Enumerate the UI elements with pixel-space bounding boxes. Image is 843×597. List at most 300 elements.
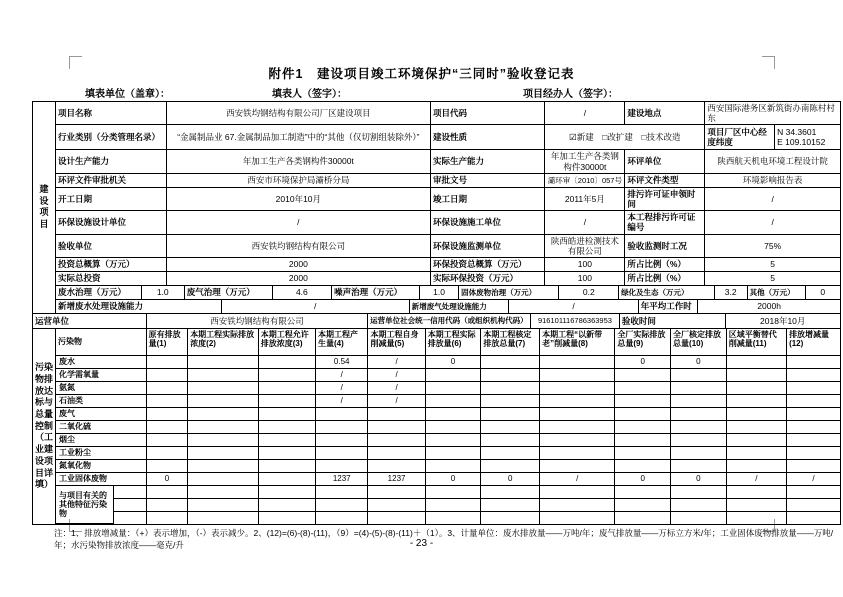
pollutant-name: 与项目有关的其他特征污染物 [56, 485, 113, 524]
pollutant-value [368, 485, 425, 498]
field-value: 2000 [166, 258, 430, 271]
pollutant-value [615, 433, 671, 446]
field-label: 环保设施设计单位 [58, 217, 127, 228]
pollutant-value [258, 446, 315, 459]
pollutant-metric-header: 本期工程产生量(4) [315, 329, 368, 356]
field-label: 其他（万元） [747, 286, 805, 299]
handler-label: 项目经办人（签字）： [523, 89, 618, 100]
pollutant-row [56, 368, 840, 381]
pollutant-value [315, 446, 368, 459]
pollutant-row [56, 511, 840, 524]
pollutant-value [425, 420, 481, 433]
pollutant-value [540, 420, 615, 433]
pollutant-subcell [113, 485, 146, 498]
field-label: 验收单位 [58, 240, 93, 251]
coordinates-cell [774, 125, 840, 149]
pollutant-value [368, 498, 425, 511]
field-label: 环保设施施工单位 [430, 211, 544, 233]
longitude-value: E 109.10152 [777, 137, 826, 148]
pollutant-value: / [540, 472, 615, 485]
pollutant-value: / [368, 381, 425, 394]
field-label: 验收监测时工况 [624, 235, 704, 257]
field-value: 75% [704, 235, 840, 257]
pollutant-value [146, 446, 188, 459]
pollutant-value [481, 420, 540, 433]
pollutant-value [726, 511, 786, 524]
field-value: / [704, 188, 840, 210]
pollutant-value [315, 511, 368, 524]
fill-person-label: 填表人（签字）： [272, 89, 347, 100]
pollutant-value [188, 355, 259, 368]
pollutant-name: 工业固体废物 [56, 472, 146, 485]
pollutant-subcell [113, 498, 146, 511]
field-label: 所占比例（%） [624, 272, 704, 285]
form-row [56, 102, 840, 124]
field-value: 100 [544, 258, 624, 271]
pollutant-value [146, 485, 188, 498]
field-label: 新增废水处理设施能力 [58, 301, 144, 312]
pollutant-value: 1237 [315, 472, 368, 485]
pollutant-value [258, 394, 315, 407]
credit-code-value: 916101116786363953 [530, 314, 619, 328]
field-value: 西安铁均钢结构有限公司 [166, 235, 430, 257]
pollutant-value [258, 485, 315, 498]
pollutant-value [540, 459, 615, 472]
pollutant-value [481, 394, 540, 407]
field-label: 行业类别（分类管理名录） [58, 132, 161, 143]
latitude-value: N 34.3601 [777, 127, 817, 138]
field-label: 竣工日期 [430, 188, 544, 210]
pollutant-value [425, 446, 481, 459]
field-label: 建设地点 [624, 102, 704, 124]
field-value: 西安市环境保护局灞桥分局 [166, 174, 430, 187]
pollutant-value [671, 459, 727, 472]
pollutant-value [671, 420, 727, 433]
pollutant-value [146, 355, 188, 368]
pollutant-value [540, 368, 615, 381]
pollutant-value [726, 355, 786, 368]
pollutant-value [425, 459, 481, 472]
pollutant-value [425, 433, 481, 446]
pollutant-value [368, 511, 425, 524]
pollutant-value [787, 459, 840, 472]
field-label: 环评单位 [624, 150, 704, 172]
field-label: 投资总概算（万元） [58, 259, 135, 270]
field-value: / [704, 211, 840, 233]
form-row [56, 299, 840, 313]
field-label: 实际总投资 [58, 273, 101, 284]
pollutant-metric-header: 全厂实际排放总量(9) [615, 329, 671, 356]
pollutant-value [540, 433, 615, 446]
pollutant-value [726, 459, 786, 472]
field-value: 年加工生产各类钢构件30000t [166, 150, 430, 172]
pollutant-value [146, 407, 188, 420]
pollutant-value [146, 511, 188, 524]
pollutant-column-header: 污染物 [56, 329, 146, 356]
pollutant-value [188, 368, 259, 381]
form-row [56, 173, 840, 187]
checkbox-group: ☑新建 □改扩建 □技术改造 [544, 125, 704, 149]
field-value: 3.2 [714, 286, 747, 299]
pollutant-value [787, 498, 840, 511]
pollutant-value [540, 381, 615, 394]
pollutant-value [258, 368, 315, 381]
field-label: 项目代码 [430, 102, 544, 124]
field-value: 0.2 [558, 286, 618, 299]
pollutant-value [146, 394, 188, 407]
pollutant-value: 0 [146, 472, 188, 485]
pollutant-value [671, 446, 727, 459]
field-value: 2010年10月 [166, 188, 430, 210]
pollutant-value [188, 394, 259, 407]
pollutant-value [258, 433, 315, 446]
form-row [56, 149, 840, 172]
field-label: 实际环保投资（万元） [430, 272, 544, 285]
field-value: 陕西航天机电环境工程设计院 [704, 150, 840, 172]
pollutant-value [787, 446, 840, 459]
field-label: 环保投资总概算（万元） [430, 258, 544, 271]
pollutant-value [787, 407, 840, 420]
pollutant-row [56, 355, 840, 368]
field-value: / [221, 300, 409, 313]
field-value: / [544, 102, 624, 124]
pollutant-metric-header: 本期工程允许排放浓度(3) [258, 329, 315, 356]
pollutant-value [425, 498, 481, 511]
pollutant-metric-header: 本期工程实际排放浓度(2) [188, 329, 259, 356]
field-value: 2000h [697, 300, 840, 313]
fill-unit-label: 填表单位（盖章）： [85, 89, 170, 100]
pollutant-row [56, 459, 840, 472]
pollutant-value [368, 433, 425, 446]
field-label: 环保设施监测单位 [430, 235, 544, 257]
pollutant-value [671, 433, 727, 446]
pollutant-metric-header: 排放增减量(12) [787, 329, 840, 356]
pollutant-value [481, 368, 540, 381]
pollutant-value [671, 498, 727, 511]
pollutant-value [481, 511, 540, 524]
pollutant-value [258, 511, 315, 524]
pollutant-name: 二氧化硫 [56, 420, 146, 433]
pollutant-value [188, 459, 259, 472]
field-label: 环评文件审批机关 [58, 175, 127, 186]
pollutant-value [726, 407, 786, 420]
field-value: 年加工生产各类钢构件30000t [544, 150, 624, 172]
pollutant-value [315, 407, 368, 420]
form-content [32, 101, 841, 552]
pollutant-value [188, 446, 259, 459]
pollutant-value [671, 511, 727, 524]
pollutant-row [56, 433, 840, 446]
pollutant-row [56, 472, 840, 485]
field-value: 2011年5月 [544, 188, 624, 210]
pollutant-value [615, 368, 671, 381]
pollutant-value [671, 381, 727, 394]
section-project [33, 102, 840, 313]
pollutant-value: 0 [425, 472, 481, 485]
registration-form-table [32, 101, 841, 525]
pollutant-metric-header: 本期工程“以新带老”削减量(8) [540, 329, 615, 356]
pollutant-value [540, 407, 615, 420]
pollutant-value [787, 511, 840, 524]
form-row [56, 187, 840, 210]
pollutant-table [56, 329, 840, 525]
pollutant-value [615, 407, 671, 420]
field-label: 建设性质 [430, 125, 544, 149]
pollutant-value [258, 381, 315, 394]
pollutant-value: / [315, 368, 368, 381]
pollutant-row [56, 420, 840, 433]
pollutant-value [540, 446, 615, 459]
field-value: 陕西皓进检测技术有限公司 [544, 235, 624, 257]
pollutant-value [425, 368, 481, 381]
pollutant-value: 1237 [368, 472, 425, 485]
pollutant-value [726, 420, 786, 433]
pollutant-value [315, 459, 368, 472]
pollutant-value [188, 485, 259, 498]
pollutant-value [615, 446, 671, 459]
field-value: 4.6 [272, 286, 332, 299]
form-row [56, 210, 840, 233]
field-value: 2000 [166, 272, 430, 285]
pollutant-value [481, 355, 540, 368]
pollutant-value [481, 381, 540, 394]
pollutant-name: 废气 [56, 407, 146, 420]
pollutant-value [787, 433, 840, 446]
pollutant-value [787, 355, 840, 368]
pollutant-value [787, 381, 840, 394]
pollutant-value [671, 368, 727, 381]
pollutant-value [425, 381, 481, 394]
field-value: 0 [805, 286, 840, 299]
field-value: 西安铁均钢结构有限公司 [146, 314, 367, 328]
pollutant-value [481, 446, 540, 459]
pollutant-value: 0 [671, 472, 727, 485]
pollutant-value [615, 485, 671, 498]
pollutant-value [258, 472, 315, 485]
field-label: 项目厂区中心经度纬度 [704, 125, 774, 149]
pollutant-value [787, 368, 840, 381]
pollutant-value [146, 498, 188, 511]
field-value: 西安铁均钢结构有限公司厂区建设项目 [166, 102, 430, 124]
pollutant-metric-header: 本期工程自身削减量(5) [368, 329, 425, 356]
pollutant-value: 0 [425, 355, 481, 368]
pollutant-name: 工业粉尘 [56, 446, 146, 459]
pollutant-value [787, 485, 840, 498]
pollutant-name: 氨氮 [56, 381, 146, 394]
pollutant-value: 0 [671, 355, 727, 368]
form-title: 附件1 建设项目竣工环境保护“三同时”验收登记表 [268, 67, 575, 81]
pollutant-value [671, 394, 727, 407]
pollutant-value [146, 381, 188, 394]
field-label: 项目名称 [58, 108, 93, 119]
pollutant-row [56, 407, 840, 420]
field-label: 设计生产能力 [58, 156, 110, 167]
field-label: 验收时间 [619, 314, 725, 328]
pollutant-value: / [315, 381, 368, 394]
pollutant-value [258, 420, 315, 433]
field-label: 实际生产能力 [430, 150, 544, 172]
pollutant-value [481, 459, 540, 472]
pollutant-name: 氮氧化物 [56, 459, 146, 472]
field-value: 5 [704, 258, 840, 271]
pollutant-value [146, 420, 188, 433]
field-label: 废气治理（万元） [184, 286, 272, 299]
pollutant-value [540, 355, 615, 368]
pollutant-value [540, 511, 615, 524]
pollutant-value: 0 [481, 472, 540, 485]
pollutant-value [425, 407, 481, 420]
field-label: 本工程排污许可证编号 [624, 211, 704, 233]
pollutant-value [188, 498, 259, 511]
pollutant-name: 废水 [56, 355, 146, 368]
pollutant-value [188, 511, 259, 524]
field-value: 1.0 [141, 286, 184, 299]
field-value: 灞环审〔2010〕057号 [544, 174, 624, 187]
pollutant-value [726, 381, 786, 394]
pollutant-value [540, 485, 615, 498]
field-label: 噪声治理（万元） [331, 286, 419, 299]
section-project-side-label: 建设项目 [33, 102, 56, 313]
pollutant-value [146, 433, 188, 446]
field-label: 开工日期 [58, 193, 93, 204]
pollutant-value [787, 394, 840, 407]
pollutant-value [188, 407, 259, 420]
pollutant-value: / [368, 355, 425, 368]
pollutant-value [726, 485, 786, 498]
pollutant-value [615, 498, 671, 511]
pollutant-value: 0.54 [315, 355, 368, 368]
pollutant-value [368, 407, 425, 420]
pollutant-value [481, 498, 540, 511]
field-label: 排污许可证申领时间 [624, 188, 704, 210]
pollutant-row [56, 498, 840, 511]
footnote: 注：1、排放增减量：（+）表示增加，（-）表示减少。2、(12)=(6)-(8)-(11)，（9）=(4)-(5)-(8)-(11)＋（1）。3、计量单位：废水排放量——万吨/年；废气排放量——万标立方米/年；工业固体废物排放量——万吨/年；水污染物排放浓度——毫克/升 [54, 528, 834, 551]
pollutant-value: / [368, 394, 425, 407]
pollutant-value [615, 381, 671, 394]
operator-row [33, 313, 840, 328]
pollutant-metric-header: 原有排放量(1) [146, 329, 188, 356]
pollutant-row [56, 381, 840, 394]
pollutant-value [726, 498, 786, 511]
pollutant-value [671, 485, 727, 498]
pollutant-value [258, 407, 315, 420]
field-label: 运营单位社会统一信用代码（或组织机构代码） [367, 314, 530, 328]
pollutant-value [188, 472, 259, 485]
pollutant-value [671, 407, 727, 420]
pollutant-value [146, 459, 188, 472]
pollutant-value: / [368, 368, 425, 381]
pollutant-value [258, 355, 315, 368]
pollutant-value [315, 485, 368, 498]
pollutant-header-row [56, 329, 840, 356]
pollutant-name: 烟尘 [56, 433, 146, 446]
pollutant-metric-header: 全厂核定排放总量(10) [671, 329, 727, 356]
field-label: 年平均工作时 [638, 300, 698, 313]
pollutant-row [56, 394, 840, 407]
pollutant-value [315, 420, 368, 433]
field-label: 绿化及生态（万元） [618, 286, 714, 299]
pollutant-value [425, 485, 481, 498]
field-value: 西安国际港务区新筑街办南陈村村东 [704, 102, 840, 124]
pollutant-value [425, 511, 481, 524]
field-value: / [544, 211, 624, 233]
pollutant-value [368, 420, 425, 433]
pollutant-name: 石油类 [56, 394, 146, 407]
form-row [56, 124, 840, 149]
field-value: 1.0 [419, 286, 458, 299]
form-row [56, 257, 840, 271]
pollutant-value [188, 420, 259, 433]
pollutant-value: 0 [615, 355, 671, 368]
pollutant-value [615, 420, 671, 433]
field-label: 废水治理（万元） [58, 287, 127, 298]
pollutant-value [368, 446, 425, 459]
pollutant-value [146, 368, 188, 381]
pollutant-value: / [726, 472, 786, 485]
pollutant-value [481, 407, 540, 420]
pollutant-value [615, 511, 671, 524]
pollutant-value: / [315, 394, 368, 407]
field-value: “金属制品业 67.金属制品加工制造”中的“其他（仅切割组装除外）” [166, 125, 430, 149]
section-pollutant [33, 328, 840, 525]
section-project-rows [56, 102, 840, 313]
pollutant-value [540, 394, 615, 407]
pollutant-value [481, 485, 540, 498]
pollutant-value [258, 459, 315, 472]
pollutant-value: / [787, 472, 840, 485]
field-value: 2018年10月 [725, 314, 840, 328]
pollutant-value [481, 433, 540, 446]
field-value: 5 [704, 272, 840, 285]
pollutant-value [425, 394, 481, 407]
form-row [56, 285, 840, 299]
pollutant-value [726, 446, 786, 459]
pollutant-row [56, 446, 840, 459]
page-number: - 23 - [409, 538, 434, 549]
pollutant-value [188, 381, 259, 394]
pollutant-row [56, 485, 840, 498]
pollutant-value [315, 498, 368, 511]
pollutant-value [615, 459, 671, 472]
pollutant-value [368, 459, 425, 472]
pollutant-value [726, 433, 786, 446]
field-label: 新增废气处理设施能力 [409, 300, 509, 313]
field-value: 100 [544, 272, 624, 285]
pollutant-value [726, 368, 786, 381]
field-label: 审批文号 [430, 174, 544, 187]
field-value: / [166, 211, 430, 233]
form-row [56, 234, 840, 257]
pollutant-metric-header: 本期工程实际排放量(6) [425, 329, 481, 356]
pollutant-value [540, 498, 615, 511]
field-label: 环评文件类型 [624, 174, 704, 187]
section-pollutant-side-label: 污染物排放达标与总量控制（工业建设项目详填） [33, 329, 56, 525]
pollutant-subcell [113, 511, 146, 524]
field-label: 所占比例（%） [624, 258, 704, 271]
pollutant-value: 0 [615, 472, 671, 485]
field-label: 固体废物治理（万元） [458, 286, 558, 299]
pollutant-metric-header: 区域平衡替代削减量(11) [726, 329, 786, 356]
pollutant-value [315, 433, 368, 446]
pollutant-value [726, 394, 786, 407]
field-value: / [508, 300, 637, 313]
pollutant-value [188, 433, 259, 446]
pollutant-value [258, 498, 315, 511]
pollutant-name: 化学需氧量 [56, 368, 146, 381]
form-row [56, 271, 840, 285]
field-value: 环境影响报告表 [704, 174, 840, 187]
field-label: 运营单位 [35, 315, 70, 326]
